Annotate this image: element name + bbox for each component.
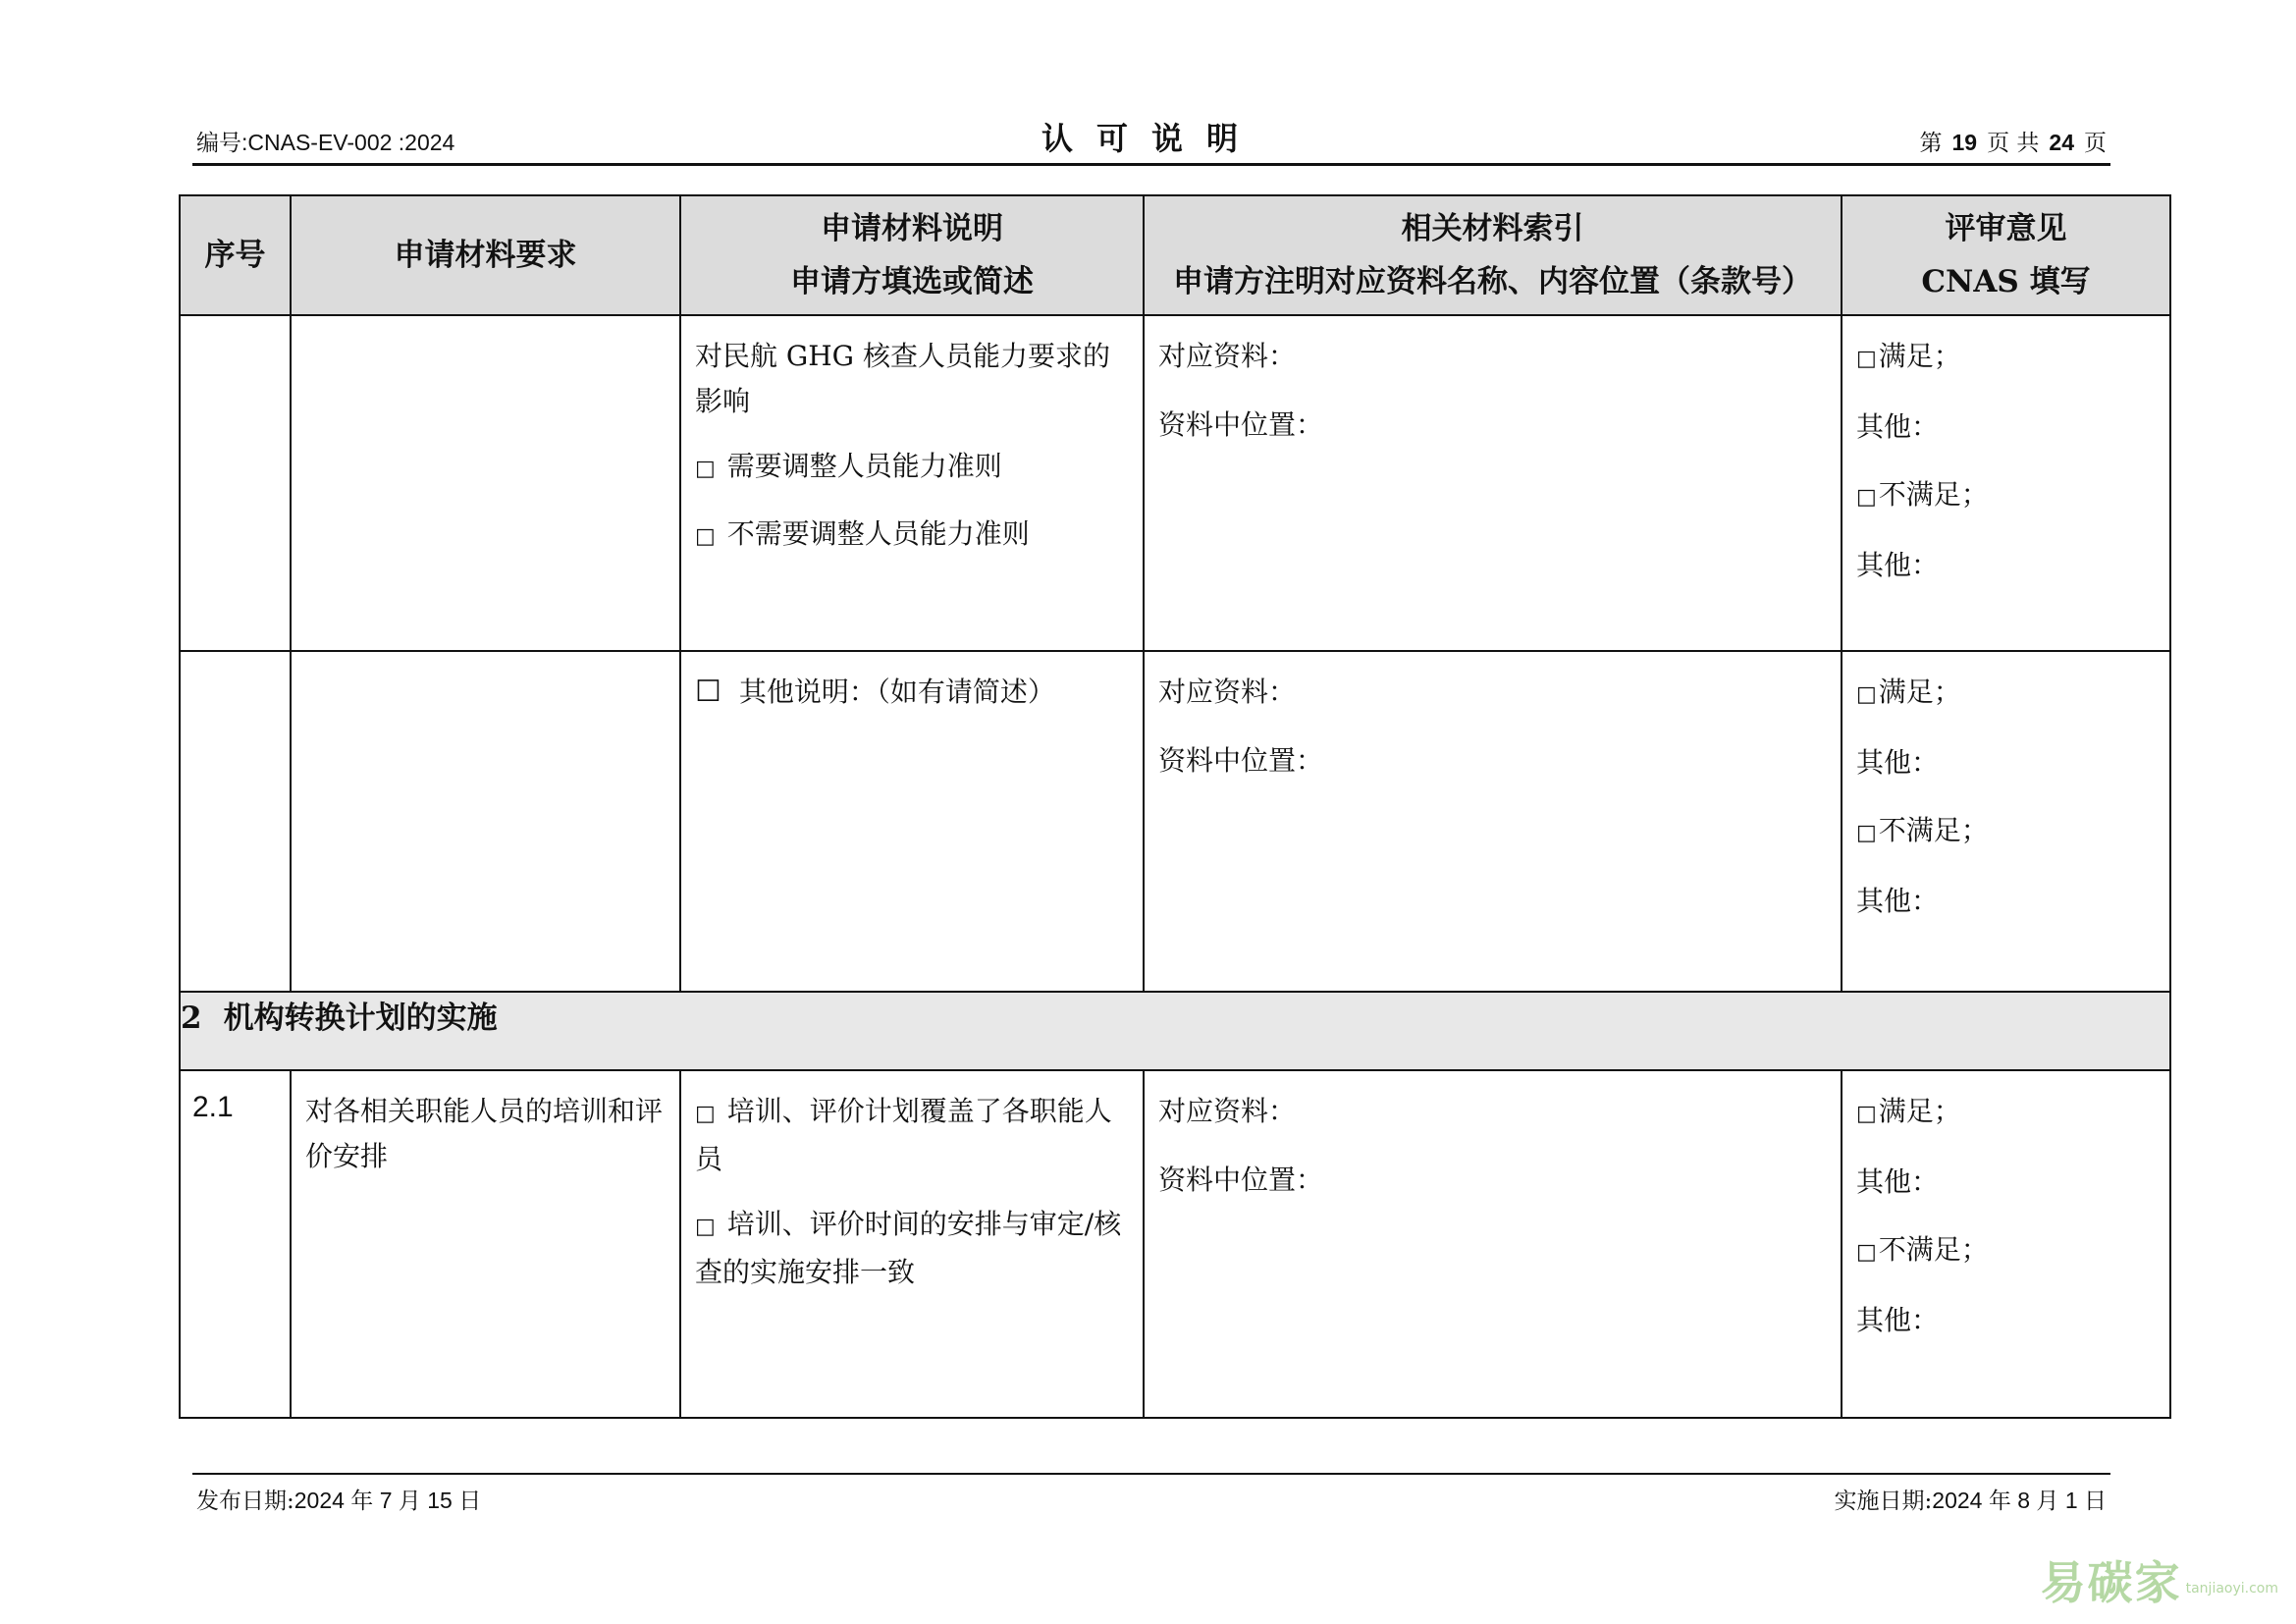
material-position-label: 资料中位置： (1158, 744, 1324, 777)
section-title: 机构转换计划的实施 (223, 1001, 498, 1036)
corresponding-material-label: 对应资料： (1158, 676, 1297, 708)
material-position-label: 资料中位置： (1158, 408, 1324, 441)
page-indicator: 第 19 页 共 24 页 (1919, 130, 2107, 156)
requirement-cell: 对各相关职能人员的培训和评价安排 (291, 1070, 680, 1418)
seq-cell (180, 651, 291, 992)
table-row (180, 651, 2170, 992)
application-materials-table (179, 194, 2171, 1419)
seq-cell (180, 315, 291, 651)
requirement-cell (291, 315, 680, 651)
column-header-requirement: 申请材料要求 (291, 195, 680, 315)
corresponding-material-label: 对应资料： (1158, 1095, 1297, 1127)
description-text: 对民航 GHG 核查人员能力要求的影响 (695, 340, 1110, 417)
option-not-satisfied[interactable]: □不满足； (1856, 478, 1989, 511)
empty-checkbox-icon[interactable]: □ (695, 1215, 716, 1239)
total-page-number: 24 (2049, 130, 2074, 155)
page-header (192, 116, 2110, 166)
description-cell (680, 1070, 1144, 1418)
seq-cell: 2.1 (180, 1070, 291, 1418)
watermark-domain: tanjiaoyi.com (2185, 1581, 2278, 1597)
document-title: 认可说明 (1041, 120, 1261, 157)
option-other-notes[interactable]: ☐ 其他说明：（如有请简述） (695, 675, 1055, 709)
material-index-cell (1144, 1070, 1842, 1418)
review-opinion-cell (1842, 315, 2170, 651)
option-not-satisfied[interactable]: □不满足； (1856, 1233, 1989, 1266)
description-cell (680, 315, 1144, 651)
review-opinion-cell (1842, 1070, 2170, 1418)
watermark-logo (2041, 1547, 2278, 1612)
empty-checkbox-icon[interactable]: □ (1856, 821, 1877, 845)
other-label: 其他： (1856, 746, 1940, 779)
table-row (180, 315, 2170, 651)
current-page-number: 19 (1951, 130, 1978, 155)
requirement-cell (291, 651, 680, 992)
material-index-cell (1144, 651, 1842, 992)
description-cell (680, 651, 1144, 992)
option-training-schedule[interactable]: □ 培训、评价时间的安排与审定/核查的实施安排一致 (695, 1208, 1122, 1288)
table-header-row (180, 195, 2170, 315)
other-label: 其他： (1856, 549, 1940, 581)
other-label: 其他： (1856, 885, 1940, 917)
empty-checkbox-icon[interactable]: □ (1856, 682, 1877, 707)
material-position-label: 资料中位置： (1158, 1164, 1324, 1196)
document-number: 编号:CNAS-EV-002 :2024 (196, 130, 455, 155)
option-satisfied[interactable]: □满足； (1856, 1095, 1961, 1127)
material-index-cell (1144, 315, 1842, 651)
empty-checkbox-icon[interactable]: □ (1856, 1102, 1877, 1126)
effective-date: 实施日期:2024 年 8 月 1 日 (1834, 1488, 2107, 1514)
section-number: 2 (181, 1001, 202, 1036)
option-satisfied[interactable]: □满足； (1856, 676, 1961, 708)
option-adjust-criteria[interactable]: □ 需要调整人员能力准则 (695, 450, 1002, 482)
table-row (180, 1070, 2170, 1418)
column-header-review-opinion: 评审意见 CNAS 填写 (1842, 195, 2170, 315)
empty-checkbox-icon[interactable]: □ (695, 457, 716, 481)
empty-checkbox-icon[interactable]: ☐ (695, 675, 721, 709)
issue-date: 发布日期:2024 年 7 月 15 日 (196, 1488, 482, 1514)
other-label: 其他： (1856, 1165, 1940, 1198)
option-satisfied[interactable]: □满足； (1856, 340, 1961, 372)
watermark-text: 易碳家 (2040, 1556, 2182, 1609)
column-header-seq: 序号 (180, 195, 291, 315)
empty-checkbox-icon[interactable]: □ (1856, 485, 1877, 510)
column-header-description: 申请材料说明 申请方填选或简述 (680, 195, 1144, 315)
empty-checkbox-icon[interactable]: □ (695, 524, 716, 549)
option-training-coverage[interactable]: □ 培训、评价计划覆盖了各职能人员 (695, 1095, 1112, 1175)
other-label: 其他： (1856, 410, 1940, 443)
empty-checkbox-icon[interactable]: □ (695, 1102, 716, 1126)
option-no-adjust-criteria[interactable]: □ 不需要调整人员能力准则 (695, 517, 1030, 550)
review-opinion-cell (1842, 651, 2170, 992)
corresponding-material-label: 对应资料： (1158, 340, 1297, 372)
empty-checkbox-icon[interactable]: □ (1856, 347, 1877, 371)
empty-checkbox-icon[interactable]: □ (1856, 1240, 1877, 1265)
option-not-satisfied[interactable]: □不满足； (1856, 814, 1989, 846)
page-footer (192, 1473, 2110, 1514)
section-heading-row (180, 992, 2170, 1070)
other-label: 其他： (1856, 1304, 1940, 1336)
column-header-material-index: 相关材料索引 申请方注明对应资料名称、内容位置（条款号） (1144, 195, 1842, 315)
section-heading (180, 992, 2170, 1070)
